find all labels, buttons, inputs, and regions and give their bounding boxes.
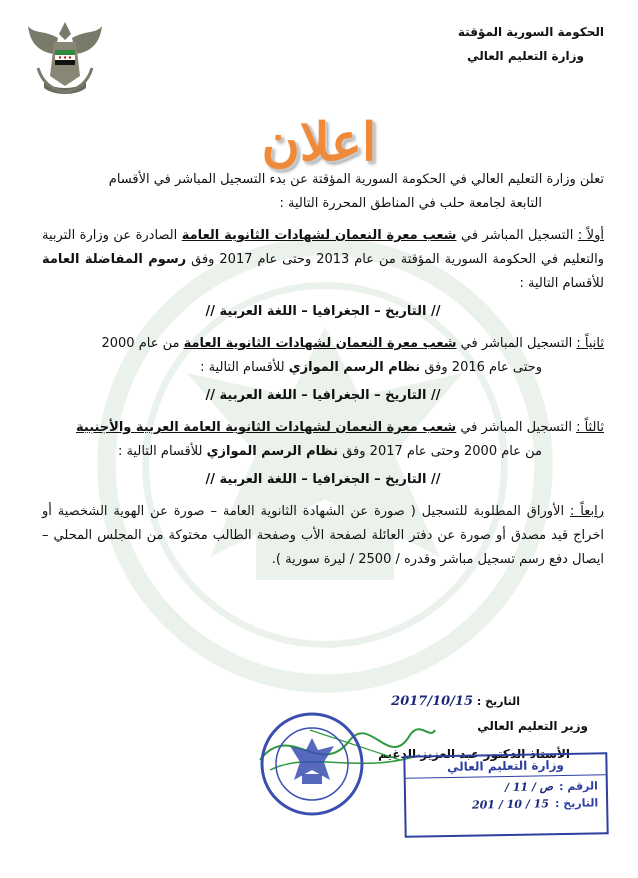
section-2-bold-a: شعب معرة النعمان لشهادات الثانوية العامة — [183, 336, 457, 351]
minister-name: الأستاذ الدكتور عبد العزيز الدغيم — [378, 747, 570, 761]
section-2-label: ثانياً : — [576, 336, 604, 351]
section-4 — [42, 500, 604, 572]
announcement-title: اعلان — [261, 112, 377, 173]
section-2-text-d: للأقسام التالية : — [200, 360, 289, 375]
section-1-bold-b: رسوم المفاضلة العامة — [42, 252, 187, 267]
section-2-bold-b: نظام الرسم الموازي — [288, 360, 421, 375]
official-seal-icon — [258, 710, 366, 818]
section-2-text-b: من عام 2000 — [101, 336, 184, 351]
stamp-date-label: التاريخ : — [554, 796, 599, 811]
section-3-text-b: من عام 2000 وحتى عام 2017 وفق — [338, 444, 542, 459]
section-4-label: رابعاً : — [569, 504, 604, 519]
eagle-logo-icon — [24, 16, 106, 104]
stamp-number-label: الرقم : — [558, 779, 598, 794]
section-3-text-a: التسجيل المباشر في — [456, 420, 577, 435]
section-3-line-2 — [42, 440, 604, 464]
section-2-line-2 — [42, 356, 604, 380]
section-3 — [42, 416, 604, 440]
section-2-text-a: التسجيل المباشر في — [456, 336, 577, 351]
section-3-label: ثالثاً : — [576, 420, 604, 435]
section-1-bold-a: شعب معرة النعمان لشهادات الثانوية العامة — [181, 228, 457, 243]
government-name: الحكومة السورية المؤقتة — [457, 25, 604, 39]
section-2-subjects: // التاريخ – الجغرافيا – اللغة العربية // — [205, 388, 441, 403]
stamp-number-value: ص / 11 / — [504, 780, 554, 795]
minister-title: وزير التعليم العالي — [477, 719, 588, 733]
letterhead — [458, 20, 604, 68]
announcement-body — [42, 168, 604, 572]
section-3-bold-a: شعب معرة النعمان لشهادات الثانوية العامة العربية والأجنبية — [76, 420, 457, 435]
section-1-subjects: // التاريخ – الجغرافيا – اللغة العربية // — [205, 304, 441, 319]
stamp-date-value: 15 / 10 / 201 — [471, 797, 550, 812]
section-1 — [42, 224, 604, 296]
section-3-subjects: // التاريخ – الجغرافيا – اللغة العربية // — [205, 472, 441, 487]
stamp-title: وزارة التعليم العالي — [405, 754, 605, 778]
section-2 — [42, 332, 604, 356]
date-label: التاريخ : — [476, 695, 520, 708]
section-1-text-b: الصادرة عن وزارة التربية والتعليم في الحكومة السورية المؤقتة من عام 2013 وحتى عام 2017 وفق — [42, 228, 604, 267]
section-4-text: الأوراق المطلوبة للتسجيل ( صورة عن الشهادة الثانوية العامة – صورة عن الهوية الشخصية أو اخراج قيد مصدق أو صورة عن دفتر العائلة لصفحة الأب وصفحة الطالب مختوكة من المجلس المحلي – ايصال دفع رسم تسجيل مباشر وقدره / 2500 / ليرة سورية ). — [42, 504, 604, 567]
section-1-text-a: التسجيل المباشر في — [456, 228, 578, 243]
registry-stamp — [403, 752, 608, 838]
stamp-number-row — [406, 775, 606, 795]
section-1-label: أولاً : — [577, 228, 604, 243]
stamp-date-row — [406, 792, 606, 812]
section-2-text-c: وحتى عام 2016 وفق — [420, 360, 542, 375]
section-3-text-c: للأقسام التالية : — [117, 444, 207, 459]
ministry-name: وزارة التعليم العالي — [467, 49, 584, 63]
section-3-bold-b: نظام الرسم الموازي — [206, 444, 339, 459]
intro-line-1: تعلن وزارة التعليم العالي في الحكومة السورية المؤقتة عن بدء التسجيل المباشر في الأقسام — [108, 172, 604, 187]
section-1-text-c: للأقسام التالية : — [519, 276, 604, 291]
date-value: 2017/10/15 — [391, 694, 474, 709]
intro-line-2: التابعة لجامعة حلب في المناطق المحررة التالية : — [279, 196, 542, 211]
